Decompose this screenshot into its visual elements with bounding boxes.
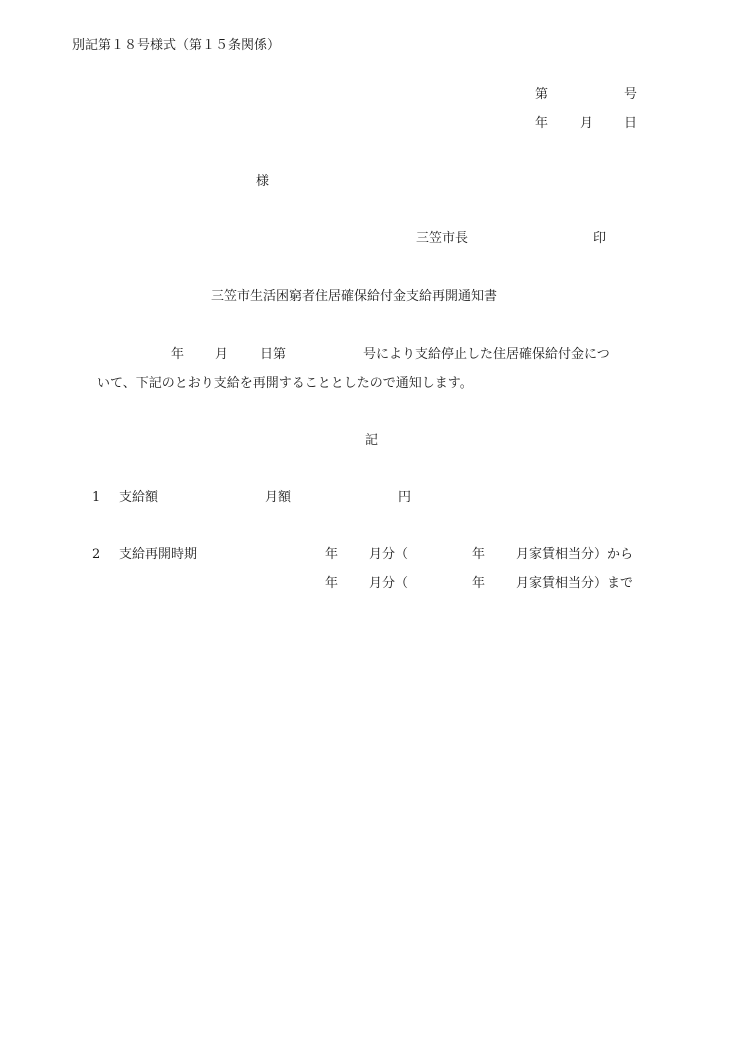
item2-from-rent-year: 年 — [472, 547, 486, 562]
doc-number-prefix: 第 — [535, 87, 549, 102]
item2-to-month: 月分（ — [369, 576, 409, 591]
body-year: 年 — [171, 347, 185, 362]
item2-to-rent-year: 年 — [472, 576, 486, 591]
item1-yen-unit: 円 — [398, 490, 412, 505]
document-title: 三笠市生活困窮者住居確保給付金支給再開通知書 — [211, 289, 498, 304]
item1-number: 1 — [92, 490, 101, 505]
date-year: 年 — [535, 116, 549, 131]
item2-from-year: 年 — [325, 547, 339, 562]
form-header: 別記第１８号様式（第１５条関係） — [72, 38, 281, 53]
item1-label: 支給額 — [119, 490, 159, 505]
item2-label: 支給再開時期 — [119, 547, 198, 562]
issuer-name: 三笠市長 — [416, 231, 469, 246]
item1-monthly-label: 月額 — [265, 490, 292, 505]
item2-to-rent-month: 月家賃相当分）まで — [516, 576, 634, 591]
seal-mark: 印 — [593, 231, 607, 246]
body-day-number: 日第 — [260, 347, 287, 362]
body-month: 月 — [215, 347, 229, 362]
item2-from-month: 月分（ — [369, 547, 409, 562]
item2-to-year: 年 — [325, 576, 339, 591]
date-day: 日 — [624, 116, 638, 131]
ki-heading: 記 — [365, 433, 379, 448]
item2-number: 2 — [92, 547, 101, 562]
doc-number-suffix: 号 — [624, 87, 638, 102]
recipient-suffix: 様 — [256, 174, 270, 189]
date-month: 月 — [580, 116, 594, 131]
body-line2-text: いて、下記のとおり支給を再開することとしたので通知します。 — [97, 376, 473, 391]
item2-from-rent-month: 月家賃相当分）から — [516, 547, 634, 562]
body-line1-text: 号により支給停止した住居確保給付金につ — [363, 347, 610, 362]
